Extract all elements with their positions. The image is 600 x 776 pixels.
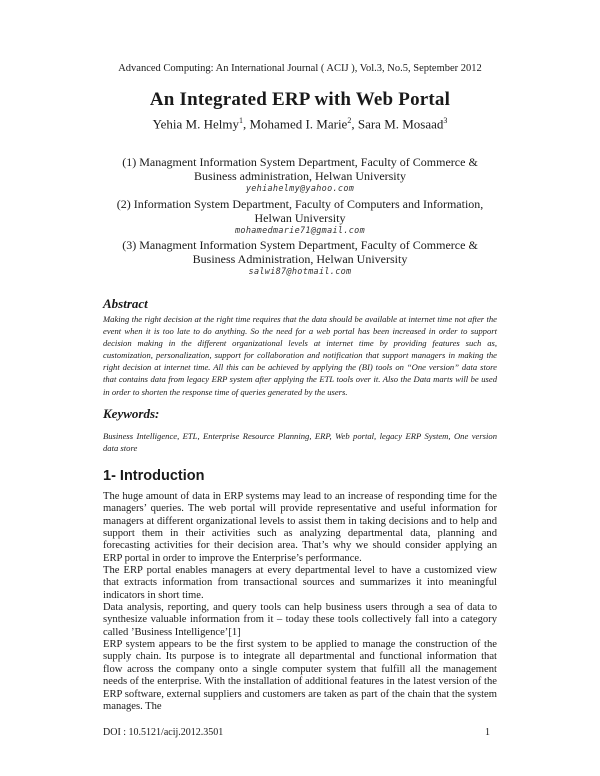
abstract-heading: Abstract [103,296,148,311]
paper-title: An Integrated ERP with Web Portal [149,89,451,110]
affiliation-line: (3) Managment Information System Department, Faculty of Commerce & [122,238,478,252]
abstract-text: Making the right decision at the right time requires that the data should be available at internet time not after the event when it is too late to do anything. So the need for a web portal has been increased in order to support decision making in the different organizational levels at internet time by providing features such as, customization, personalization, support for collaboration and notification that support managers in making the right decision at internet time. All this can be achieved by applying the (BI) tools on “One version” data store that contains data from legacy ERP system after applying the ETL tools over it. Also the Data marts will be used in order to shorten the response time of queries generated by the users. [103,314,497,397]
author-sup: 1 [239,116,243,125]
affiliation-line: Helwan University [254,211,346,225]
author-name: Mohamed I. Marie [249,116,348,132]
author-name: Yehia M. Helmy [152,116,239,132]
author-email[interactable]: mohamedmarie71@gmail.com [234,226,366,236]
journal-header: Advanced Computing: An International Journal ( ACIJ ), Vol.3, No.5, September 2012 [118,63,482,74]
affiliation-3 [100,238,500,266]
section-heading: 1- Introduction [103,468,205,484]
paragraph: ERP system appears to be the first system to be applied to manage the construction of the supply chain. Its purpose is to integrate all departmental and functional information that flow across the company onto a single computer system that fulfill all the management needs of the enterprise. With the installation of additional features in the latest version of the ERP software, external suppliers and customers are taken as part of the chain that the system manages. The [103,639,497,712]
page-number: 1 [485,727,490,738]
introduction-body [103,491,497,713]
author-name: Sara M. Mosaad [357,116,444,132]
author-sup: 2 [347,116,352,125]
author-email[interactable]: salwi87@hotmail.com [248,267,352,277]
paragraph: The huge amount of data in ERP systems may lead to an increase of responding time for the managers’ queries. The web portal will provide representative and useful information for managers at different organizational levels to assist them in taking decisions and to help and support them in their activities such as analyzing departmental data, planning and forecasting activities for their decision area. That’s why we should consider applying an ERP portal in order to improve the Enterprise’s performance. [103,491,497,564]
affiliation-line: Business Administration, Helwan University [192,252,408,266]
paragraph: The ERP portal enables managers at every departmental level to have a customized view that extracts information from transactional sources and summarizes it into meaningful indicators in short time. [103,565,497,601]
doi: DOI : 10.5121/acij.2012.3501 [103,727,224,738]
affiliation-2 [100,197,500,225]
author-email[interactable]: yehiahelmy@yahoo.com [245,184,355,194]
affiliation-line: (2) Information System Department, Faculty of Computers and Information, [116,197,484,211]
keywords-heading: Keywords: [103,406,160,421]
keywords-text: Business Intelligence, ETL, Enterprise Resource Planning, ERP, Web portal, legacy ERP System, One version data store [103,431,497,454]
author-sup: 3 [443,116,448,125]
affiliation-line: (1) Managment Information System Department, Faculty of Commerce & [122,155,478,169]
affiliation-line: Business administration, Helwan University [194,169,406,183]
paragraph: Data analysis, reporting, and query tools can help business users through a sea of data to synthesize valuable information from it – today these tools collectively fall into a category called ’Business Intelligence’[1] [103,602,497,638]
affiliation-1 [100,155,500,183]
author-list: Yehia M. Helmy$^1$, Mohamed I. Marie$^2$, Sara M. Mosaad$^3$ [152,116,448,132]
